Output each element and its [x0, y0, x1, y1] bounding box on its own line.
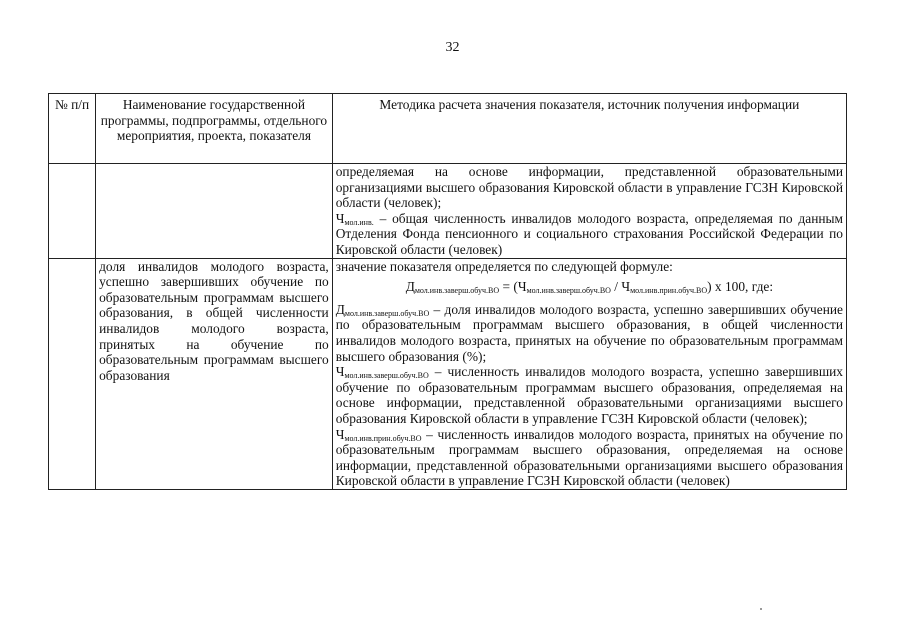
definition-text: – общая численность инвалидов молодого возраста, определяемая по данным Отделения Фонда пенсионного и социального страхования Российской Федерации по Кировской области (человек): [335, 210, 843, 257]
definition-admitted: [336, 427, 843, 489]
definition-text: – доля инвалидов молодого возраста, успешно завершивших обучение по образовательным программам высшего образования, в общей численности инвалидов молодого возраста, принятых на обучение по образовательным программам высшего образования (%);: [335, 301, 843, 364]
formula-denominator-subscript: мол.инв.прин.обуч.ВО: [630, 286, 708, 296]
row1-method-paragraph: определяемая на основе информации, представленной образовательными организациями высшего образования Кировской области в управление ГСЗН Кировской области (человек);: [335, 164, 843, 211]
symbol: Ч: [335, 426, 345, 442]
row2-number-cell: [49, 258, 96, 489]
formula-numerator-subscript: мол.инв.заверш.обуч.ВО: [526, 286, 611, 296]
header-number: № п/п: [49, 94, 96, 164]
symbol-subscript: мол.инв.заверш.обуч.ВО: [344, 308, 430, 318]
symbol-subscript: мол.инв.прин.обуч.ВО: [344, 433, 422, 443]
formula: [336, 274, 843, 302]
indicator-name: доля инвалидов молодого возраста, успешно завершивших обучение по образовательным программам высшего образования, в общей численности инвалидов молодого возраста, принятых на обучение по образовательным программам высшего образования: [99, 258, 329, 383]
row2-name-cell: [96, 258, 333, 489]
scan-dot: [760, 608, 762, 610]
row1-number-cell: [49, 164, 96, 259]
formula-tail: ) x 100, где:: [707, 279, 774, 295]
symbol: Д: [335, 301, 345, 317]
formula-divide: / Ч: [610, 279, 631, 295]
header-name: Наименование государственной программы, подпрограммы, отдельного мероприятия, проекта, показателя: [96, 94, 333, 164]
symbol: Ч: [335, 210, 345, 226]
formula-lhs: Д: [405, 279, 415, 295]
table-row: [49, 258, 847, 489]
formula-equals: = (Ч: [499, 279, 527, 295]
definition-text: – численность инвалидов молодого возраста, принятых на обучение по образовательным программам высшего образования, определяемая на основе информации, представленной образовательными организациями высшего образования Кировской области в управление ГСЗН Кировской области (человек): [335, 426, 843, 489]
table-row: [49, 164, 847, 259]
header-method: Методика расчета значения показателя, источник получения информации: [332, 94, 846, 164]
page-number: 32: [445, 40, 460, 55]
formula-intro: значение показателя определяется по следующей формуле:: [335, 258, 673, 274]
symbol-subscript: мол.инв.: [344, 217, 374, 227]
formula-lhs-subscript: мол.инв.заверш.обуч.ВО: [414, 286, 500, 296]
methodology-table: [48, 93, 847, 490]
row1-method-cell: [332, 164, 846, 259]
definition-share: [336, 302, 843, 364]
symbol: Ч: [335, 364, 345, 380]
table-header-row: [49, 94, 847, 164]
row1-name-cell: [96, 164, 333, 259]
definition-graduated: [336, 364, 843, 426]
symbol-subscript: мол.инв.заверш.обуч.ВО: [344, 371, 429, 381]
row1-definition-total: [336, 211, 843, 258]
row2-method-cell: [332, 258, 846, 489]
definition-text: – численность инвалидов молодого возраста, успешно завершивших обучение по образовательным программам высшего образования, определяемая на основе информации, представленной образовательными организациями высшего образования Кировской области в управление ГСЗН Кировской области (человек);: [335, 364, 843, 426]
